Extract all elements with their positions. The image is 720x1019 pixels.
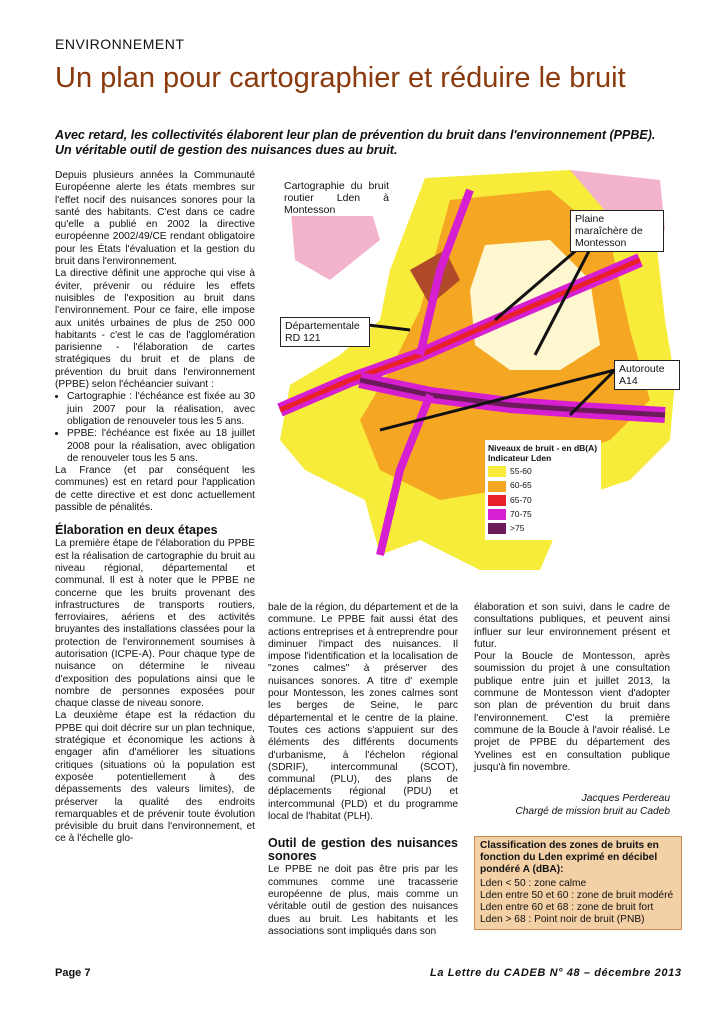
callout-a14: Autoroute A14 bbox=[614, 360, 680, 390]
col1-bullet: • PPBE: l'échéance est fixée au 18 juillet 2008 pour la réalisation, avec obligation de renouveler tous les 5 ans. bbox=[67, 428, 255, 465]
map-legend bbox=[485, 440, 601, 540]
section-label: ENVIRONNEMENT bbox=[55, 36, 185, 52]
heading-outil: Outil de gestion des nuisances sonores bbox=[268, 836, 458, 864]
col2-paragraph: bale de la région, du département et de la commune. Le PPBE fait aussi état des actions entreprises et à entreprendre pour diminuer l'impact des nuisances. Il impose l'identification et la localisation de "zones calmes" à préserver des nuisances sonores. A titre d' exemple pour Montesson, les zones calmes sont les berges de Seine, le parc départemental et le centre de la plaine. Toutes ces actions s'appuient sur des éléments des différents documents d'urbanisme, à l'échelon régional (SDRIF), intercommunal (SCOT), communal (PLU), des plans de déplacements régional (PDU) et intercommunal (PLD) et du programme local de l'habitat (PLH). bbox=[268, 602, 458, 823]
legend-swatch bbox=[488, 495, 506, 506]
noise-map-figure bbox=[270, 170, 680, 590]
legend-label: 70-75 bbox=[510, 508, 532, 519]
classification-box bbox=[474, 836, 682, 930]
box-line: Lden entre 60 et 68 : zone de bruit fort bbox=[480, 902, 654, 913]
callout-plaine: Plaine maraîchère de Montesson bbox=[570, 210, 664, 252]
signature-name: Jacques Perdereau bbox=[581, 793, 670, 805]
legend-label: 60-65 bbox=[510, 480, 532, 491]
page-title: Un plan pour cartographier et réduire le bruit bbox=[55, 62, 626, 94]
lead-paragraph: Avec retard, les collectivités élaborent leur plan de prévention du bruit dans l'environnement (PPBE). Un véritable outil de gestion des nuisances dues au bruit. bbox=[55, 128, 656, 157]
col1-paragraph: La première étape de l'élaboration du PPBE est la réalisation de cartographie du bruit au niveau régional, départemental et communal. Il est à noter que le PPBE ne concerne que les bruits provenant des infrastructures de transports routiers, ferroviaires, aériens et des activités bruyantes des installations classées pour la protection de l'environnement soumises à autorisation (ICPE-A). Pour chaque type de nuisance on détermine le niveau d'exposition des populations ainsi que le nombre de personnes exposées pour chaque classe de niveau sonore. bbox=[55, 538, 255, 710]
col3-paragraph: élaboration et son suivi, dans le cadre de consultations publiques, et peuvent ainsi influer sur leur environnement présent et futur. bbox=[474, 602, 670, 650]
legend-swatch bbox=[488, 509, 506, 520]
issue-footer: La Lettre du CADEB N° 48 – décembre 2013 bbox=[430, 967, 682, 979]
legend-label: >75 bbox=[510, 523, 525, 533]
legend-label: 55-60 bbox=[510, 466, 532, 476]
legend-item bbox=[488, 495, 598, 506]
legend-label: 65-70 bbox=[510, 494, 532, 505]
box-title: Classification des zones de bruits en fonction du Lden exprimé en décibel pondéré A (dBA): bbox=[480, 840, 659, 875]
col3-paragraph: Pour la Boucle de Montesson, après soumission du projet à une consultation publique entre juin et juillet 2013, la commune de Montesson vient d'adopter son plan de prévention du bruit dans l'environnement. C'est la première commune de la Boucle à l'avoir réalisé. Le projet de PPBE du département des Yvelines est en consultation publique jusqu'à fin novembre. bbox=[474, 651, 670, 773]
column-2 bbox=[268, 602, 458, 938]
box-line: Lden entre 50 et 60 : zone de bruit modéré bbox=[480, 890, 674, 901]
legend-item bbox=[488, 509, 598, 520]
legend-title: Niveaux de bruit - en dB(A) Indicateur Lden bbox=[488, 443, 598, 463]
box-line: Lden > 68 : Point noir de bruit (PNB) bbox=[480, 914, 645, 925]
legend-swatch bbox=[488, 523, 506, 534]
legend-item bbox=[488, 466, 598, 477]
col1-paragraph: La deuxième étape est la rédaction du PPBE qui doit décrire sur un plan technique, stratégique et économique les actions à engager afin d'améliorer les situations critiques (situations où la population est exposée potentiellement à des dépassements des valeurs limites), de préserver la qualité des endroits remarquables et de prévenir toute évolution prévisible du bruit dans l'environnement, et ce à l'échelle glo- bbox=[55, 710, 255, 845]
legend-swatch bbox=[488, 466, 506, 477]
legend-item bbox=[488, 480, 598, 491]
box-line: Lden < 50 : zone calme bbox=[480, 878, 587, 889]
column-3 bbox=[474, 602, 670, 818]
col1-paragraph: La directive définit une approche qui vise à éviter, prévenir ou réduire les effets nuisibles de l'exposition au bruit dans l'environnement. Pour ce faire, elle impose aux unités urbaines de plus de 250 000 habitants - c'est le cas de l'agglomération parisienne - l'élaboration de cartes stratégiques du bruit et de plans de prévention du bruit dans l'environnement (PPBE) selon l'échéancier suivant : bbox=[55, 268, 255, 391]
page-number: Page 7 bbox=[55, 967, 91, 979]
col1-paragraph: Depuis plusieurs années la Communauté Européenne alerte les états membres sur l'effet nocif des nuisances sonores pour la santé des habitants. C'est dans ce cadre qu'elle a publié en 2002 la directive européenne 2002/49/CE rendant obligatoire pour les États l'évaluation et la gestion du bruit dans l'environnement. bbox=[55, 170, 255, 268]
col1-paragraph: La France (et par conséquent les communes) est en retard pour l'application de cette directive et est donc actuellement passible de pénalités. bbox=[55, 465, 255, 514]
legend-item bbox=[488, 523, 598, 534]
legend-swatch bbox=[488, 481, 506, 492]
signature-role: Chargé de mission bruit au Cadeb bbox=[515, 806, 670, 818]
column-1 bbox=[55, 170, 255, 846]
map-caption: Cartographie du bruit routier Lden à Montesson bbox=[284, 180, 389, 216]
col2-paragraph: Le PPBE ne doit pas être pris par les communes comme une tracasserie européenne de plus, mais comme un véritable outil de gestion des nuisances dues au bruit. Les habitants et les associations sont impliqués dans son bbox=[268, 864, 458, 937]
callout-rd121: Départementale RD 121 bbox=[280, 317, 370, 347]
col1-bullet: • Cartographie : l'échéance est fixée au 30 juin 2007 pour la réalisation, avec obligation de renouveler tous les 5 ans. bbox=[67, 391, 255, 428]
heading-elaboration: Élaboration en deux étapes bbox=[55, 523, 218, 538]
